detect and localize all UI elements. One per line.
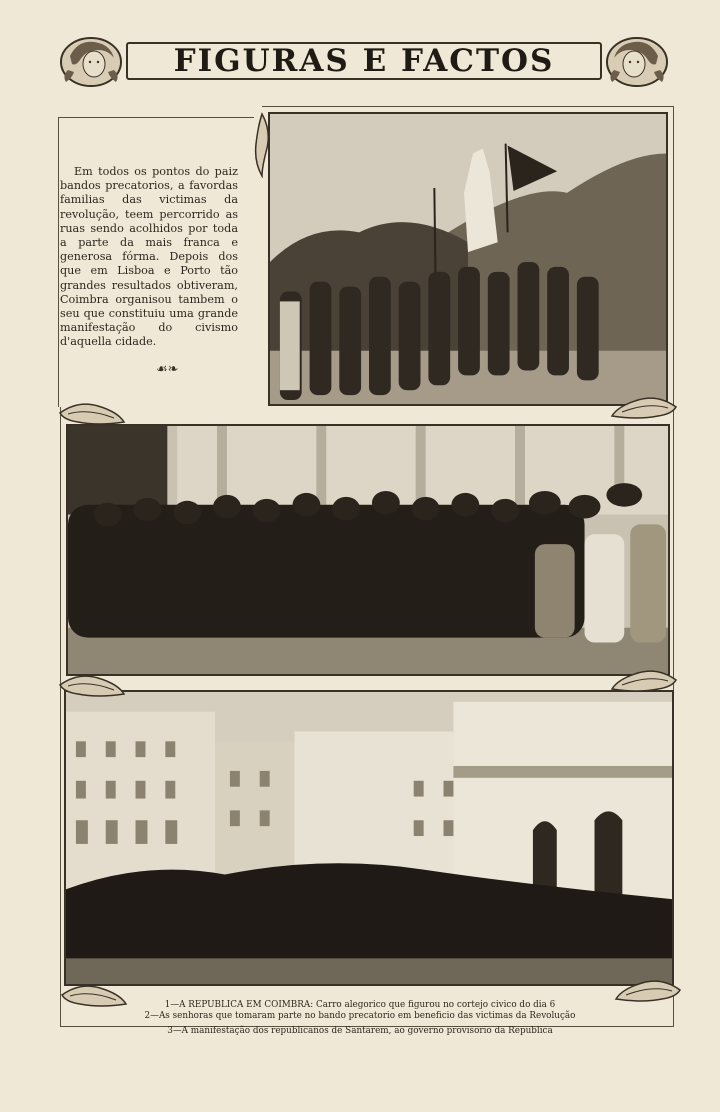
intro-paragraph: Em todos os pontos do paiz bandos precatorios, a favordas familias das victimas da revolução, teem percorrido as ruas sendo acolhidos por toda a parte da mais franca e generosa fórma. Depois dos que em Lisboa e Porto tão grandes resultados obtiveram, Coimbra organisou tambem o seu que constituiu uma grande manifestação do civismo d'aquella cidade. bbox=[60, 165, 238, 349]
face-medallion-icon bbox=[604, 36, 670, 88]
caption-2: 2—As senhoras que tomaram parte no bando precatorio em beneficio das victimas da Revolução bbox=[144, 1010, 576, 1021]
photo-allegorical-float bbox=[268, 112, 668, 406]
scroll-ornament-icon bbox=[58, 398, 128, 428]
caption-3: 3—A manifestação dos republicanos de Santarem, ao governo provisorio da Republica bbox=[167, 1026, 553, 1036]
face-medallion-icon bbox=[58, 36, 124, 88]
page-title: FIGURAS E FACTOS bbox=[173, 42, 555, 79]
frame-line bbox=[60, 407, 61, 1027]
caption-1: 1—A REPUBLICA EM COIMBRA: Carro alegorico que figurou no cortejo civico do dia 6 bbox=[164, 1000, 556, 1010]
photo-santarem-demonstration bbox=[64, 690, 674, 986]
masthead bbox=[58, 36, 670, 88]
frame-line bbox=[58, 117, 254, 118]
frame-line bbox=[58, 117, 59, 407]
scroll-ornament-icon bbox=[58, 670, 128, 700]
title-banner bbox=[126, 42, 602, 80]
frame-line bbox=[262, 106, 674, 107]
photo-ladies-group bbox=[66, 424, 670, 676]
scroll-ornament-icon bbox=[608, 392, 678, 422]
photo-captions bbox=[0, 1000, 720, 1037]
fleuron-icon: ☙❧ bbox=[156, 362, 179, 377]
scroll-ornament-icon bbox=[250, 112, 274, 178]
scroll-ornament-icon bbox=[608, 665, 678, 695]
